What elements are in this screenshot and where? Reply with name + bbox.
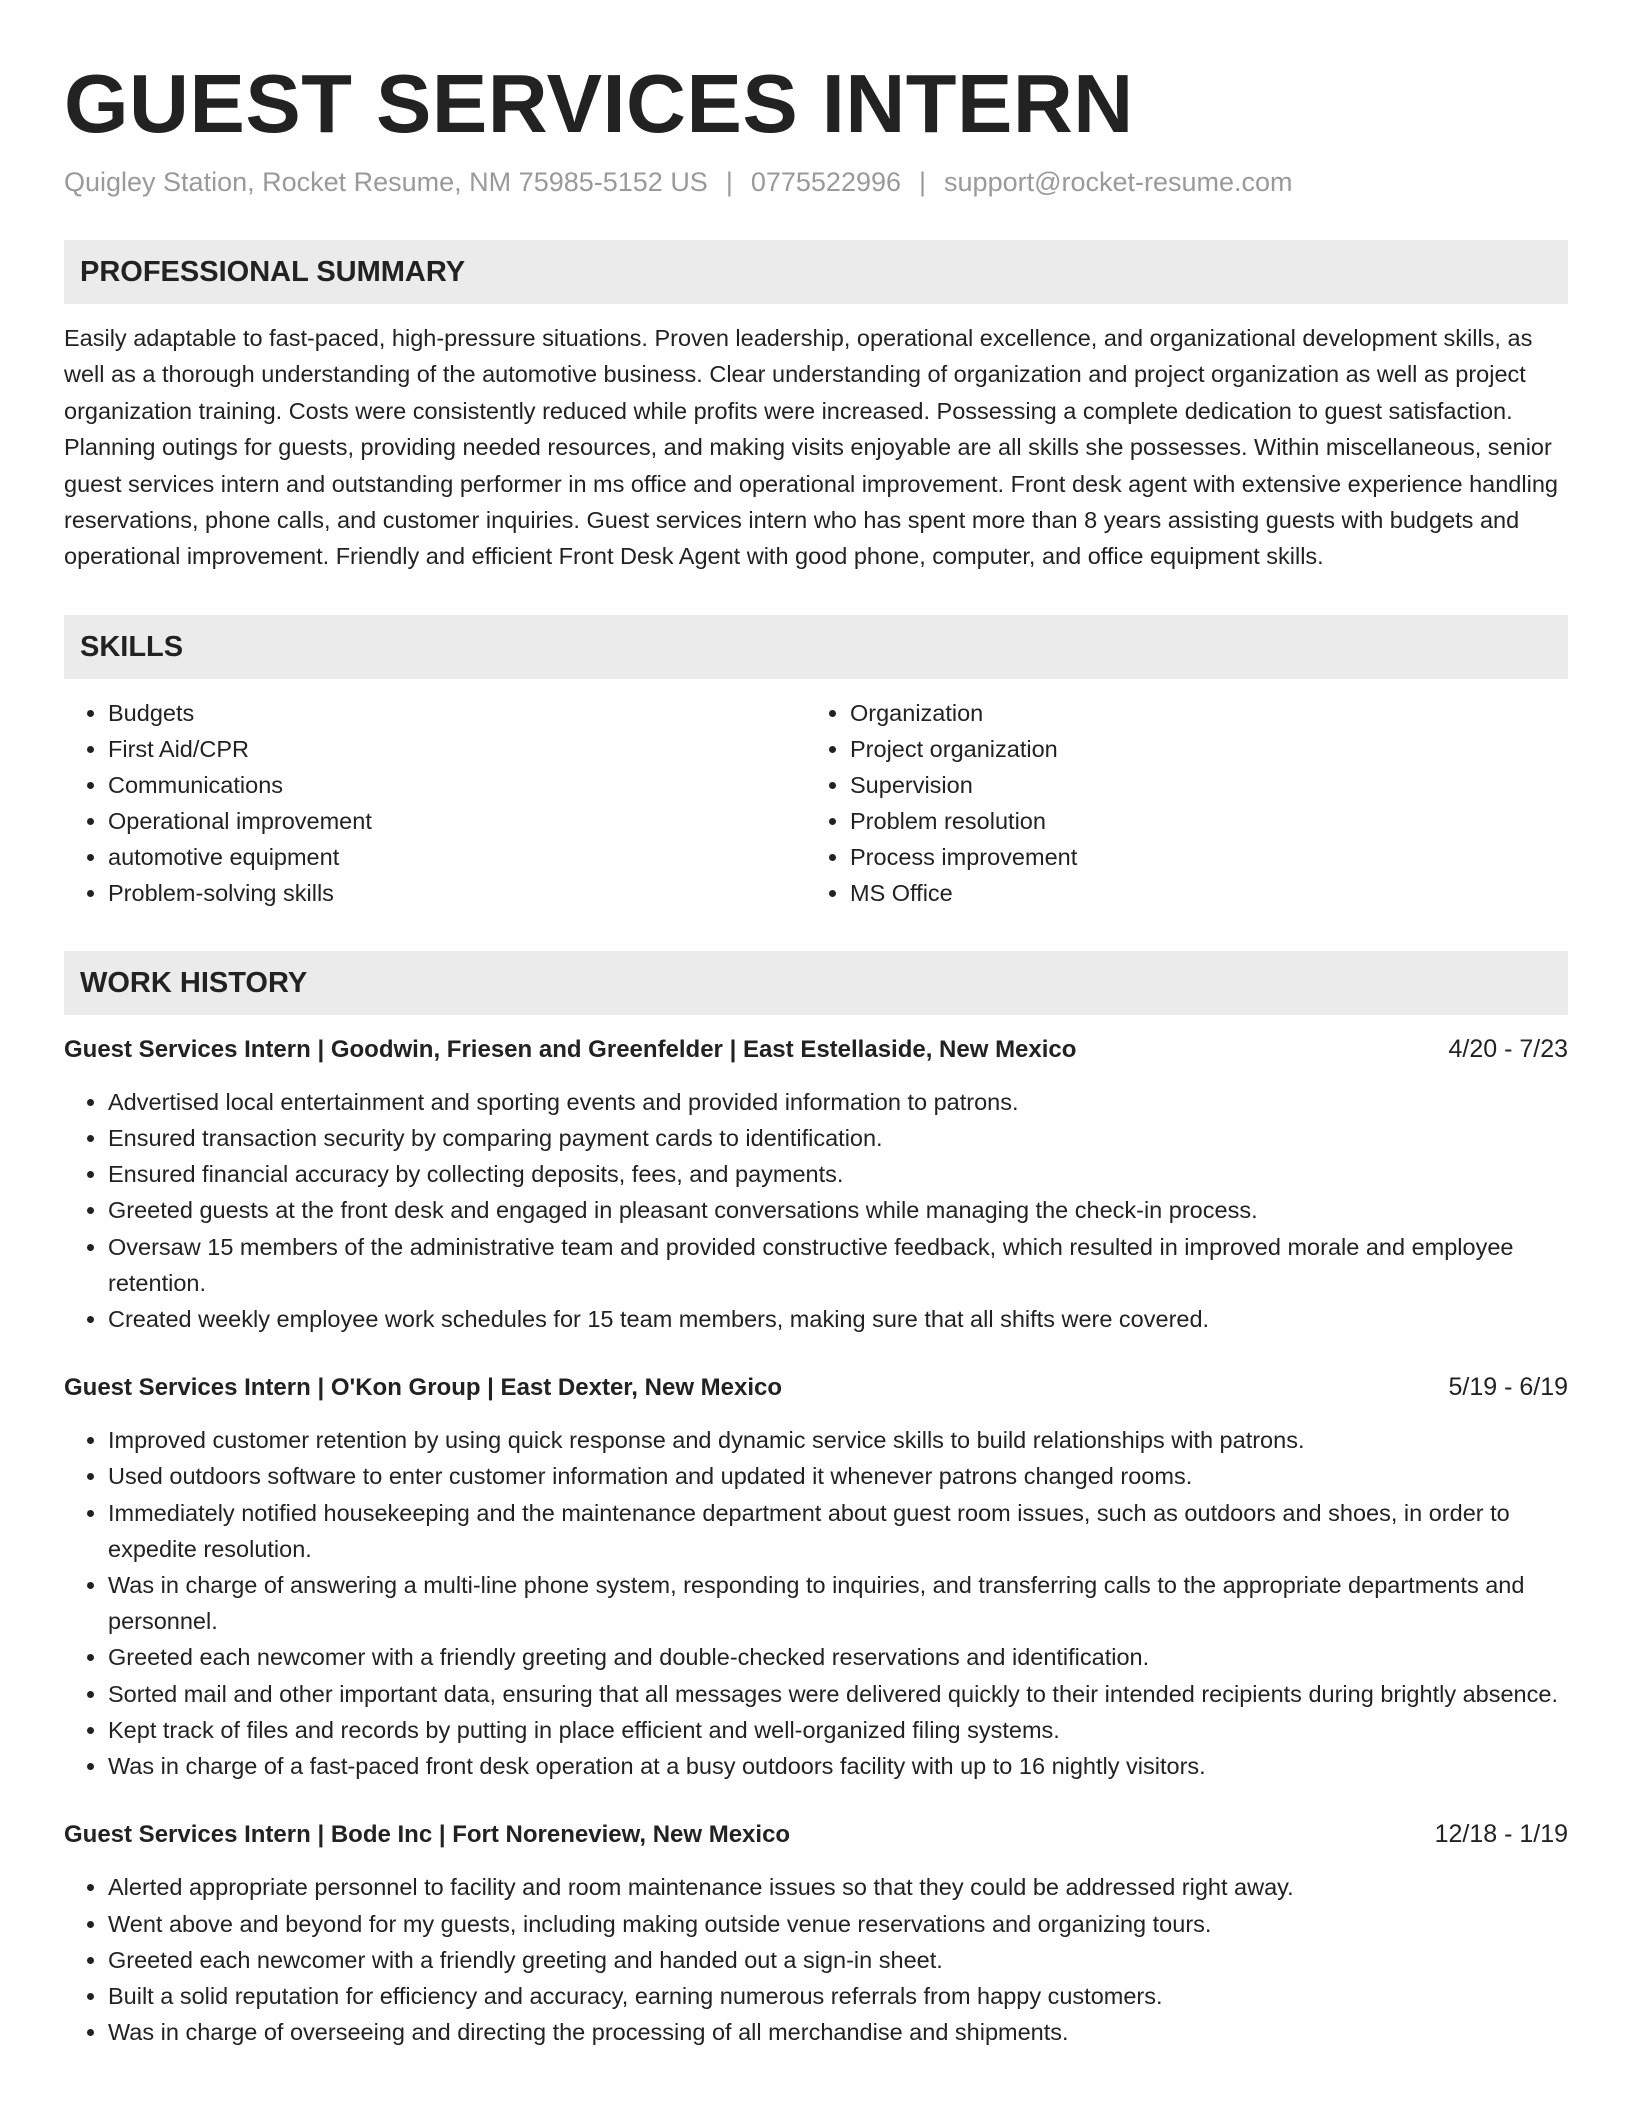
skill-item: • First Aid/CPR xyxy=(108,731,762,767)
skills-heading xyxy=(64,615,1568,679)
skill-item: • Supervision xyxy=(850,767,1546,803)
job-bullet: • Alerted appropriate personnel to facility and room maintenance issues so that they could be addressed right away. xyxy=(108,1869,1568,1905)
job-bullets xyxy=(64,1084,1568,1337)
job-dates: 12/18 - 1/19 xyxy=(1434,1820,1568,1849)
skill-item: • Problem resolution xyxy=(850,803,1546,839)
job-bullet: • Used outdoors software to enter customer information and updated it whenever patrons changed rooms. xyxy=(108,1458,1568,1494)
skills-column-right xyxy=(806,695,1546,911)
skills-list xyxy=(64,695,1568,911)
job-bullet: • Greeted each newcomer with a friendly greeting and handed out a sign-in sheet. xyxy=(108,1942,1568,1978)
job-entry xyxy=(64,1369,1568,1784)
job-bullets xyxy=(64,1869,1568,2050)
job-title: Guest Services Intern | O'Kon Group | East Dexter, New Mexico xyxy=(64,1374,783,1402)
job-title: Guest Services Intern | Bode Inc | Fort Noreneview, New Mexico xyxy=(64,1821,791,1849)
job-bullet: • Kept track of files and records by putting in place efficient and well-organized filing systems. xyxy=(108,1712,1568,1748)
job-bullet: • Greeted guests at the front desk and engaged in pleasant conversations while managing the check-in process. xyxy=(108,1192,1568,1228)
skill-item: • Organization xyxy=(850,695,1546,731)
job-bullet: • Was in charge of answering a multi-line phone system, responding to inquiries, and transferring calls to the appropriate departments and personnel. xyxy=(108,1567,1568,1639)
job-bullet: • Advertised local entertainment and sporting events and provided information to patrons. xyxy=(108,1084,1568,1120)
summary-text: Easily adaptable to fast-paced, high-pressure situations. Proven leadership, operational excellence, and organizational development skills, as well as a thorough understanding of the automotive business. Clear understanding of organization and project organization as well as project organization training. Costs were consistently reduced while profits were increased. Possessing a complete dedication to guest satisfaction. Planning outings for guests, providing needed resources, and making visits enjoyable are all skills she possesses. Within miscellaneous, senior guest services intern and outstanding performer in ms office and operational improvement. Front desk agent with extensive experience handling reservations, phone calls, and customer inquiries. Guest services intern who has spent more than 8 years assisting guests with budgets and operational improvement. Friendly and efficient Front Desk Agent with good phone, computer, and office equipment skills. xyxy=(64,325,1558,570)
job-bullet: • Ensured financial accuracy by collecting deposits, fees, and payments. xyxy=(108,1156,1568,1192)
contact-phone: 0775522996 xyxy=(750,167,902,197)
skill-item: • Project organization xyxy=(850,731,1546,767)
job-header xyxy=(64,1369,1568,1406)
job-bullet: • Was in charge of a fast-paced front desk operation at a busy outdoors facility with up to 16 nightly visitors. xyxy=(108,1748,1568,1784)
job-entry xyxy=(64,1031,1568,1337)
skill-item: • Budgets xyxy=(108,695,762,731)
skill-item: • Problem-solving skills xyxy=(108,875,762,911)
skill-item: • Operational improvement xyxy=(108,803,762,839)
resume-name: GUEST SERVICES INTERN xyxy=(64,57,1134,150)
job-dates: 5/19 - 6/19 xyxy=(1448,1373,1568,1402)
resume-content xyxy=(64,56,1568,2050)
job-bullet: • Improved customer retention by using quick response and dynamic service skills to build relationships with patrons. xyxy=(108,1422,1568,1458)
skill-item: • automotive equipment xyxy=(108,839,762,875)
job-bullet: • Was in charge of overseeing and directing the processing of all merchandise and shipments. xyxy=(108,2014,1568,2050)
job-bullets xyxy=(64,1422,1568,1784)
job-entry xyxy=(64,1816,1568,2050)
contact-separator: | xyxy=(919,167,927,197)
job-title: Guest Services Intern | Goodwin, Friesen and Greenfelder | East Estellaside, New Mexico xyxy=(64,1035,1077,1063)
skills-heading-text: SKILLS xyxy=(80,630,184,663)
skill-item: • Communications xyxy=(108,767,762,803)
job-bullet: • Immediately notified housekeeping and the maintenance department about guest room issues, such as outdoors and shoes, in order to expedite resolution. xyxy=(108,1495,1568,1567)
skill-item: • MS Office xyxy=(850,875,1546,911)
contact-email: support@rocket-resume.com xyxy=(944,167,1293,197)
job-header xyxy=(64,1816,1568,1853)
job-bullet: • Greeted each newcomer with a friendly greeting and double-checked reservations and identification. xyxy=(108,1639,1568,1675)
contact-address: Quigley Station, Rocket Resume, NM 75985-5152 US xyxy=(64,167,708,197)
job-dates: 4/20 - 7/23 xyxy=(1448,1034,1568,1063)
job-bullet: • Ensured transaction security by comparing payment cards to identification. xyxy=(108,1120,1568,1156)
job-bullet: • Built a solid reputation for efficiency and accuracy, earning numerous referrals from happy customers. xyxy=(108,1978,1568,2014)
skill-item: • Process improvement xyxy=(850,839,1546,875)
work-heading-text: WORK HISTORY xyxy=(80,966,308,999)
job-header xyxy=(64,1031,1568,1068)
contact-separator: | xyxy=(725,167,733,197)
job-bullet: • Went above and beyond for my guests, including making outside venue reservations and organizing tours. xyxy=(108,1906,1568,1942)
summary-heading xyxy=(64,240,1568,304)
job-bullet: • Sorted mail and other important data, ensuring that all messages were delivered quickly to their intended recipients during brightly absence. xyxy=(108,1676,1568,1712)
skills-column-left xyxy=(64,695,762,911)
job-bullet: • Oversaw 15 members of the administrative team and provided constructive feedback, which resulted in improved morale and employee retention. xyxy=(108,1229,1568,1301)
work-heading xyxy=(64,951,1568,1015)
summary-heading-text: PROFESSIONAL SUMMARY xyxy=(80,256,466,288)
contact-line xyxy=(64,164,1568,200)
job-bullet: • Created weekly employee work schedules for 15 team members, making sure that all shifts were covered. xyxy=(108,1301,1568,1337)
